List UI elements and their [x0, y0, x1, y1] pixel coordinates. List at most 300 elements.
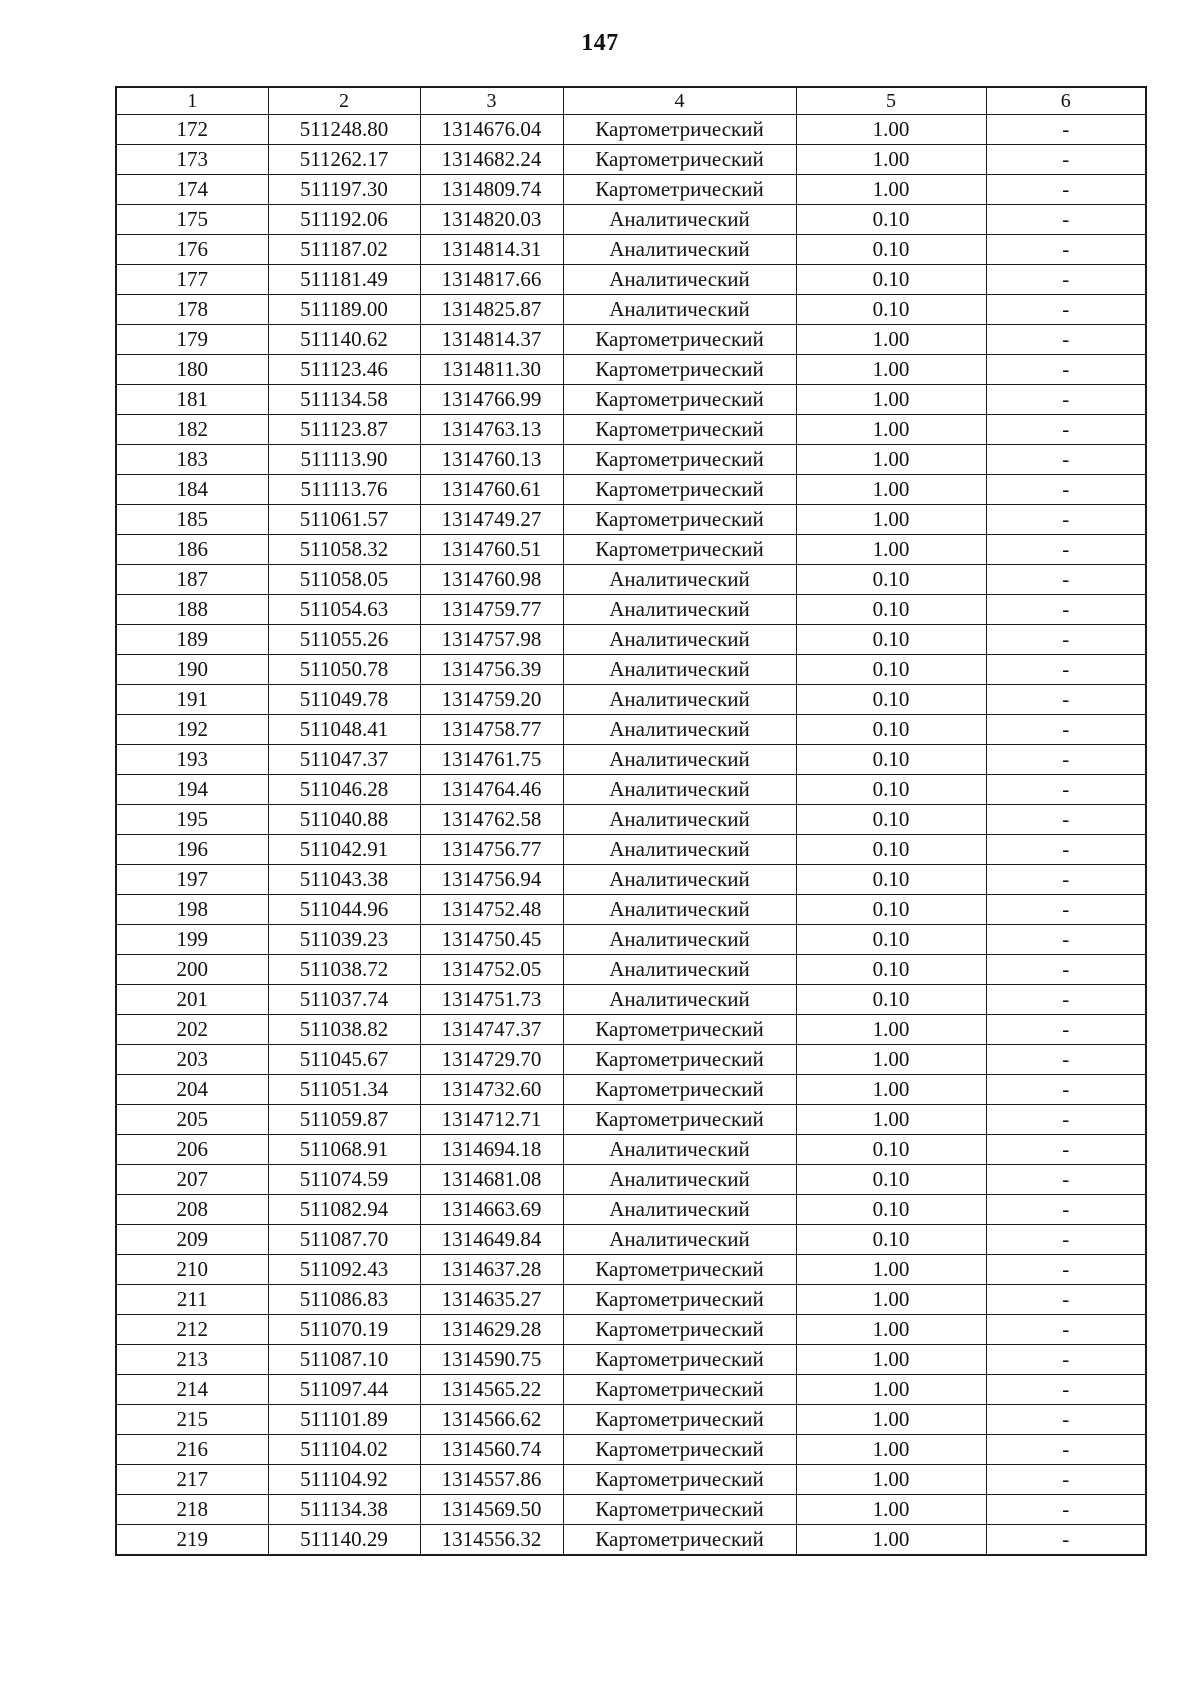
point-number-cell: 192	[116, 715, 268, 745]
method-cell: Картометрический	[563, 1495, 796, 1525]
point-number-cell: 194	[116, 775, 268, 805]
accuracy-cell: 1.00	[796, 1375, 986, 1405]
point-number-cell: 193	[116, 745, 268, 775]
note-cell: -	[986, 955, 1146, 985]
table-row	[116, 565, 1146, 595]
y-coordinate-cell: 1314749.27	[420, 505, 563, 535]
point-number-cell: 208	[116, 1195, 268, 1225]
page-number: 147	[581, 30, 619, 56]
note-cell: -	[986, 1525, 1146, 1556]
x-coordinate-cell: 511039.23	[268, 925, 420, 955]
accuracy-cell: 0.10	[796, 205, 986, 235]
method-cell: Аналитический	[563, 1195, 796, 1225]
x-coordinate-cell: 511048.41	[268, 715, 420, 745]
table-row	[116, 955, 1146, 985]
header-row	[116, 87, 1146, 115]
y-coordinate-cell: 1314814.31	[420, 235, 563, 265]
accuracy-cell: 0.10	[796, 745, 986, 775]
table-row	[116, 925, 1146, 955]
x-coordinate-cell: 511037.74	[268, 985, 420, 1015]
note-cell: -	[986, 295, 1146, 325]
accuracy-cell: 0.10	[796, 625, 986, 655]
table-row	[116, 1435, 1146, 1465]
y-coordinate-cell: 1314814.37	[420, 325, 563, 355]
table-row	[116, 1345, 1146, 1375]
note-cell: -	[986, 1465, 1146, 1495]
point-number-cell: 201	[116, 985, 268, 1015]
column-header-3: 3	[420, 87, 563, 115]
x-coordinate-cell: 511101.89	[268, 1405, 420, 1435]
note-cell: -	[986, 655, 1146, 685]
y-coordinate-cell: 1314556.32	[420, 1525, 563, 1556]
y-coordinate-cell: 1314811.30	[420, 355, 563, 385]
method-cell: Аналитический	[563, 925, 796, 955]
x-coordinate-cell: 511134.38	[268, 1495, 420, 1525]
x-coordinate-cell: 511192.06	[268, 205, 420, 235]
y-coordinate-cell: 1314758.77	[420, 715, 563, 745]
y-coordinate-cell: 1314756.39	[420, 655, 563, 685]
accuracy-cell: 0.10	[796, 985, 986, 1015]
method-cell: Аналитический	[563, 805, 796, 835]
x-coordinate-cell: 511058.32	[268, 535, 420, 565]
y-coordinate-cell: 1314763.13	[420, 415, 563, 445]
table-row	[116, 1465, 1146, 1495]
point-number-cell: 207	[116, 1165, 268, 1195]
table-row	[116, 355, 1146, 385]
note-cell: -	[986, 595, 1146, 625]
method-cell: Аналитический	[563, 205, 796, 235]
accuracy-cell: 1.00	[796, 1045, 986, 1075]
method-cell: Картометрический	[563, 1045, 796, 1075]
accuracy-cell: 1.00	[796, 175, 986, 205]
y-coordinate-cell: 1314825.87	[420, 295, 563, 325]
y-coordinate-cell: 1314762.58	[420, 805, 563, 835]
note-cell: -	[986, 745, 1146, 775]
y-coordinate-cell: 1314760.98	[420, 565, 563, 595]
table-row	[116, 685, 1146, 715]
table-row	[116, 595, 1146, 625]
point-number-cell: 176	[116, 235, 268, 265]
table-row	[116, 745, 1146, 775]
accuracy-cell: 1.00	[796, 115, 986, 145]
accuracy-cell: 0.10	[796, 865, 986, 895]
method-cell: Аналитический	[563, 835, 796, 865]
method-cell: Картометрический	[563, 1015, 796, 1045]
accuracy-cell: 1.00	[796, 1255, 986, 1285]
accuracy-cell: 0.10	[796, 1225, 986, 1255]
accuracy-cell: 1.00	[796, 535, 986, 565]
x-coordinate-cell: 511097.44	[268, 1375, 420, 1405]
note-cell: -	[986, 1105, 1146, 1135]
note-cell: -	[986, 535, 1146, 565]
accuracy-cell: 0.10	[796, 895, 986, 925]
method-cell: Аналитический	[563, 1135, 796, 1165]
note-cell: -	[986, 145, 1146, 175]
note-cell: -	[986, 565, 1146, 595]
y-coordinate-cell: 1314729.70	[420, 1045, 563, 1075]
y-coordinate-cell: 1314637.28	[420, 1255, 563, 1285]
point-number-cell: 204	[116, 1075, 268, 1105]
accuracy-cell: 0.10	[796, 685, 986, 715]
coordinates-table	[115, 86, 1147, 1556]
x-coordinate-cell: 511044.96	[268, 895, 420, 925]
accuracy-cell: 0.10	[796, 235, 986, 265]
accuracy-cell: 1.00	[796, 1105, 986, 1135]
point-number-cell: 212	[116, 1315, 268, 1345]
accuracy-cell: 0.10	[796, 655, 986, 685]
note-cell: -	[986, 265, 1146, 295]
table-row	[116, 625, 1146, 655]
point-number-cell: 203	[116, 1045, 268, 1075]
method-cell: Картометрический	[563, 1465, 796, 1495]
table-row	[116, 1195, 1146, 1225]
y-coordinate-cell: 1314590.75	[420, 1345, 563, 1375]
accuracy-cell: 1.00	[796, 1015, 986, 1045]
method-cell: Картометрический	[563, 355, 796, 385]
accuracy-cell: 1.00	[796, 1285, 986, 1315]
method-cell: Аналитический	[563, 655, 796, 685]
x-coordinate-cell: 511104.92	[268, 1465, 420, 1495]
point-number-cell: 181	[116, 385, 268, 415]
point-number-cell: 172	[116, 115, 268, 145]
note-cell: -	[986, 835, 1146, 865]
point-number-cell: 213	[116, 1345, 268, 1375]
note-cell: -	[986, 1225, 1146, 1255]
point-number-cell: 206	[116, 1135, 268, 1165]
x-coordinate-cell: 511189.00	[268, 295, 420, 325]
y-coordinate-cell: 1314759.20	[420, 685, 563, 715]
accuracy-cell: 1.00	[796, 1315, 986, 1345]
table-row	[116, 655, 1146, 685]
table-body	[116, 115, 1146, 1556]
x-coordinate-cell: 511055.26	[268, 625, 420, 655]
x-coordinate-cell: 511113.76	[268, 475, 420, 505]
method-cell: Аналитический	[563, 565, 796, 595]
point-number-cell: 200	[116, 955, 268, 985]
note-cell: -	[986, 205, 1146, 235]
x-coordinate-cell: 511061.57	[268, 505, 420, 535]
y-coordinate-cell: 1314817.66	[420, 265, 563, 295]
method-cell: Картометрический	[563, 325, 796, 355]
method-cell: Картометрический	[563, 415, 796, 445]
point-number-cell: 219	[116, 1525, 268, 1556]
method-cell: Аналитический	[563, 685, 796, 715]
table-row	[116, 535, 1146, 565]
method-cell: Аналитический	[563, 595, 796, 625]
point-number-cell: 177	[116, 265, 268, 295]
note-cell: -	[986, 1255, 1146, 1285]
table-row	[116, 985, 1146, 1015]
x-coordinate-cell: 511038.72	[268, 955, 420, 985]
method-cell: Аналитический	[563, 745, 796, 775]
x-coordinate-cell: 511087.70	[268, 1225, 420, 1255]
point-number-cell: 216	[116, 1435, 268, 1465]
table-row	[116, 445, 1146, 475]
note-cell: -	[986, 235, 1146, 265]
accuracy-cell: 1.00	[796, 355, 986, 385]
note-cell: -	[986, 1345, 1146, 1375]
x-coordinate-cell: 511140.62	[268, 325, 420, 355]
note-cell: -	[986, 415, 1146, 445]
x-coordinate-cell: 511248.80	[268, 115, 420, 145]
point-number-cell: 197	[116, 865, 268, 895]
x-coordinate-cell: 511086.83	[268, 1285, 420, 1315]
method-cell: Картометрический	[563, 475, 796, 505]
y-coordinate-cell: 1314750.45	[420, 925, 563, 955]
accuracy-cell: 1.00	[796, 415, 986, 445]
table-row	[116, 1135, 1146, 1165]
method-cell: Картометрический	[563, 1315, 796, 1345]
table-header	[116, 87, 1146, 115]
y-coordinate-cell: 1314557.86	[420, 1465, 563, 1495]
y-coordinate-cell: 1314752.48	[420, 895, 563, 925]
y-coordinate-cell: 1314663.69	[420, 1195, 563, 1225]
point-number-cell: 205	[116, 1105, 268, 1135]
note-cell: -	[986, 325, 1146, 355]
table-row	[116, 385, 1146, 415]
x-coordinate-cell: 511058.05	[268, 565, 420, 595]
note-cell: -	[986, 505, 1146, 535]
accuracy-cell: 0.10	[796, 835, 986, 865]
table-row	[116, 1375, 1146, 1405]
table-row	[116, 415, 1146, 445]
accuracy-cell: 0.10	[796, 1135, 986, 1165]
table-row	[116, 505, 1146, 535]
note-cell: -	[986, 445, 1146, 475]
note-cell: -	[986, 805, 1146, 835]
y-coordinate-cell: 1314629.28	[420, 1315, 563, 1345]
y-coordinate-cell: 1314649.84	[420, 1225, 563, 1255]
x-coordinate-cell: 511045.67	[268, 1045, 420, 1075]
table-row	[116, 1495, 1146, 1525]
point-number-cell: 211	[116, 1285, 268, 1315]
y-coordinate-cell: 1314756.77	[420, 835, 563, 865]
point-number-cell: 210	[116, 1255, 268, 1285]
note-cell: -	[986, 895, 1146, 925]
table-row	[116, 1165, 1146, 1195]
column-header-6: 6	[986, 87, 1146, 115]
x-coordinate-cell: 511050.78	[268, 655, 420, 685]
x-coordinate-cell: 511140.29	[268, 1525, 420, 1556]
table-row	[116, 265, 1146, 295]
table-row	[116, 145, 1146, 175]
x-coordinate-cell: 511082.94	[268, 1195, 420, 1225]
point-number-cell: 180	[116, 355, 268, 385]
y-coordinate-cell: 1314820.03	[420, 205, 563, 235]
point-number-cell: 175	[116, 205, 268, 235]
accuracy-cell: 1.00	[796, 1525, 986, 1556]
table-row	[116, 1285, 1146, 1315]
note-cell: -	[986, 1165, 1146, 1195]
point-number-cell: 187	[116, 565, 268, 595]
note-cell: -	[986, 1495, 1146, 1525]
accuracy-cell: 0.10	[796, 1195, 986, 1225]
table-row	[116, 1015, 1146, 1045]
accuracy-cell: 1.00	[796, 1345, 986, 1375]
note-cell: -	[986, 385, 1146, 415]
note-cell: -	[986, 625, 1146, 655]
table-row	[116, 295, 1146, 325]
x-coordinate-cell: 511043.38	[268, 865, 420, 895]
y-coordinate-cell: 1314761.75	[420, 745, 563, 775]
x-coordinate-cell: 511059.87	[268, 1105, 420, 1135]
x-coordinate-cell: 511187.02	[268, 235, 420, 265]
method-cell: Картометрический	[563, 445, 796, 475]
x-coordinate-cell: 511123.87	[268, 415, 420, 445]
note-cell: -	[986, 1435, 1146, 1465]
point-number-cell: 178	[116, 295, 268, 325]
point-number-cell: 173	[116, 145, 268, 175]
accuracy-cell: 0.10	[796, 265, 986, 295]
point-number-cell: 218	[116, 1495, 268, 1525]
x-coordinate-cell: 511134.58	[268, 385, 420, 415]
point-number-cell: 199	[116, 925, 268, 955]
y-coordinate-cell: 1314747.37	[420, 1015, 563, 1045]
point-number-cell: 196	[116, 835, 268, 865]
point-number-cell: 209	[116, 1225, 268, 1255]
column-header-4: 4	[563, 87, 796, 115]
note-cell: -	[986, 1375, 1146, 1405]
y-coordinate-cell: 1314752.05	[420, 955, 563, 985]
method-cell: Картометрический	[563, 145, 796, 175]
table-row	[116, 1075, 1146, 1105]
x-coordinate-cell: 511262.17	[268, 145, 420, 175]
accuracy-cell: 0.10	[796, 565, 986, 595]
y-coordinate-cell: 1314635.27	[420, 1285, 563, 1315]
table-row	[116, 1315, 1146, 1345]
note-cell: -	[986, 715, 1146, 745]
table-row	[116, 715, 1146, 745]
x-coordinate-cell: 511038.82	[268, 1015, 420, 1045]
table-row	[116, 205, 1146, 235]
column-header-5: 5	[796, 87, 986, 115]
note-cell: -	[986, 1195, 1146, 1225]
accuracy-cell: 0.10	[796, 1165, 986, 1195]
y-coordinate-cell: 1314756.94	[420, 865, 563, 895]
table-row	[116, 1405, 1146, 1435]
y-coordinate-cell: 1314569.50	[420, 1495, 563, 1525]
table-row	[116, 865, 1146, 895]
accuracy-cell: 1.00	[796, 1075, 986, 1105]
note-cell: -	[986, 865, 1146, 895]
column-header-2: 2	[268, 87, 420, 115]
point-number-cell: 217	[116, 1465, 268, 1495]
x-coordinate-cell: 511047.37	[268, 745, 420, 775]
note-cell: -	[986, 175, 1146, 205]
point-number-cell: 195	[116, 805, 268, 835]
method-cell: Картометрический	[563, 1525, 796, 1556]
accuracy-cell: 1.00	[796, 145, 986, 175]
column-header-1: 1	[116, 87, 268, 115]
x-coordinate-cell: 511092.43	[268, 1255, 420, 1285]
method-cell: Картометрический	[563, 175, 796, 205]
method-cell: Аналитический	[563, 1225, 796, 1255]
x-coordinate-cell: 511197.30	[268, 175, 420, 205]
y-coordinate-cell: 1314757.98	[420, 625, 563, 655]
note-cell: -	[986, 1315, 1146, 1345]
method-cell: Аналитический	[563, 715, 796, 745]
method-cell: Аналитический	[563, 265, 796, 295]
note-cell: -	[986, 925, 1146, 955]
note-cell: -	[986, 775, 1146, 805]
table-row	[116, 835, 1146, 865]
x-coordinate-cell: 511087.10	[268, 1345, 420, 1375]
method-cell: Аналитический	[563, 295, 796, 325]
method-cell: Картометрический	[563, 1345, 796, 1375]
accuracy-cell: 1.00	[796, 1435, 986, 1465]
y-coordinate-cell: 1314809.74	[420, 175, 563, 205]
y-coordinate-cell: 1314712.71	[420, 1105, 563, 1135]
x-coordinate-cell: 511074.59	[268, 1165, 420, 1195]
y-coordinate-cell: 1314751.73	[420, 985, 563, 1015]
point-number-cell: 186	[116, 535, 268, 565]
accuracy-cell: 1.00	[796, 325, 986, 355]
accuracy-cell: 0.10	[796, 805, 986, 835]
accuracy-cell: 1.00	[796, 505, 986, 535]
table-row	[116, 775, 1146, 805]
accuracy-cell: 1.00	[796, 475, 986, 505]
accuracy-cell: 0.10	[796, 595, 986, 625]
y-coordinate-cell: 1314732.60	[420, 1075, 563, 1105]
y-coordinate-cell: 1314681.08	[420, 1165, 563, 1195]
table-row	[116, 235, 1146, 265]
table-row	[116, 175, 1146, 205]
x-coordinate-cell: 511104.02	[268, 1435, 420, 1465]
point-number-cell: 215	[116, 1405, 268, 1435]
accuracy-cell: 0.10	[796, 925, 986, 955]
y-coordinate-cell: 1314694.18	[420, 1135, 563, 1165]
method-cell: Картометрический	[563, 1405, 796, 1435]
accuracy-cell: 1.00	[796, 1405, 986, 1435]
method-cell: Аналитический	[563, 625, 796, 655]
y-coordinate-cell: 1314760.51	[420, 535, 563, 565]
table-row	[116, 115, 1146, 145]
accuracy-cell: 0.10	[796, 295, 986, 325]
y-coordinate-cell: 1314682.24	[420, 145, 563, 175]
note-cell: -	[986, 985, 1146, 1015]
y-coordinate-cell: 1314565.22	[420, 1375, 563, 1405]
x-coordinate-cell: 511054.63	[268, 595, 420, 625]
note-cell: -	[986, 1075, 1146, 1105]
point-number-cell: 190	[116, 655, 268, 685]
note-cell: -	[986, 685, 1146, 715]
method-cell: Картометрический	[563, 1285, 796, 1315]
y-coordinate-cell: 1314760.13	[420, 445, 563, 475]
point-number-cell: 198	[116, 895, 268, 925]
y-coordinate-cell: 1314764.46	[420, 775, 563, 805]
note-cell: -	[986, 1405, 1146, 1435]
note-cell: -	[986, 1285, 1146, 1315]
table-row	[116, 1255, 1146, 1285]
method-cell: Аналитический	[563, 1165, 796, 1195]
y-coordinate-cell: 1314759.77	[420, 595, 563, 625]
y-coordinate-cell: 1314676.04	[420, 115, 563, 145]
point-number-cell: 191	[116, 685, 268, 715]
y-coordinate-cell: 1314560.74	[420, 1435, 563, 1465]
note-cell: -	[986, 475, 1146, 505]
method-cell: Аналитический	[563, 865, 796, 895]
method-cell: Картометрический	[563, 1075, 796, 1105]
method-cell: Аналитический	[563, 985, 796, 1015]
x-coordinate-cell: 511181.49	[268, 265, 420, 295]
table-row	[116, 325, 1146, 355]
accuracy-cell: 1.00	[796, 385, 986, 415]
accuracy-cell: 0.10	[796, 955, 986, 985]
table-row	[116, 805, 1146, 835]
method-cell: Картометрический	[563, 115, 796, 145]
point-number-cell: 179	[116, 325, 268, 355]
method-cell: Аналитический	[563, 895, 796, 925]
